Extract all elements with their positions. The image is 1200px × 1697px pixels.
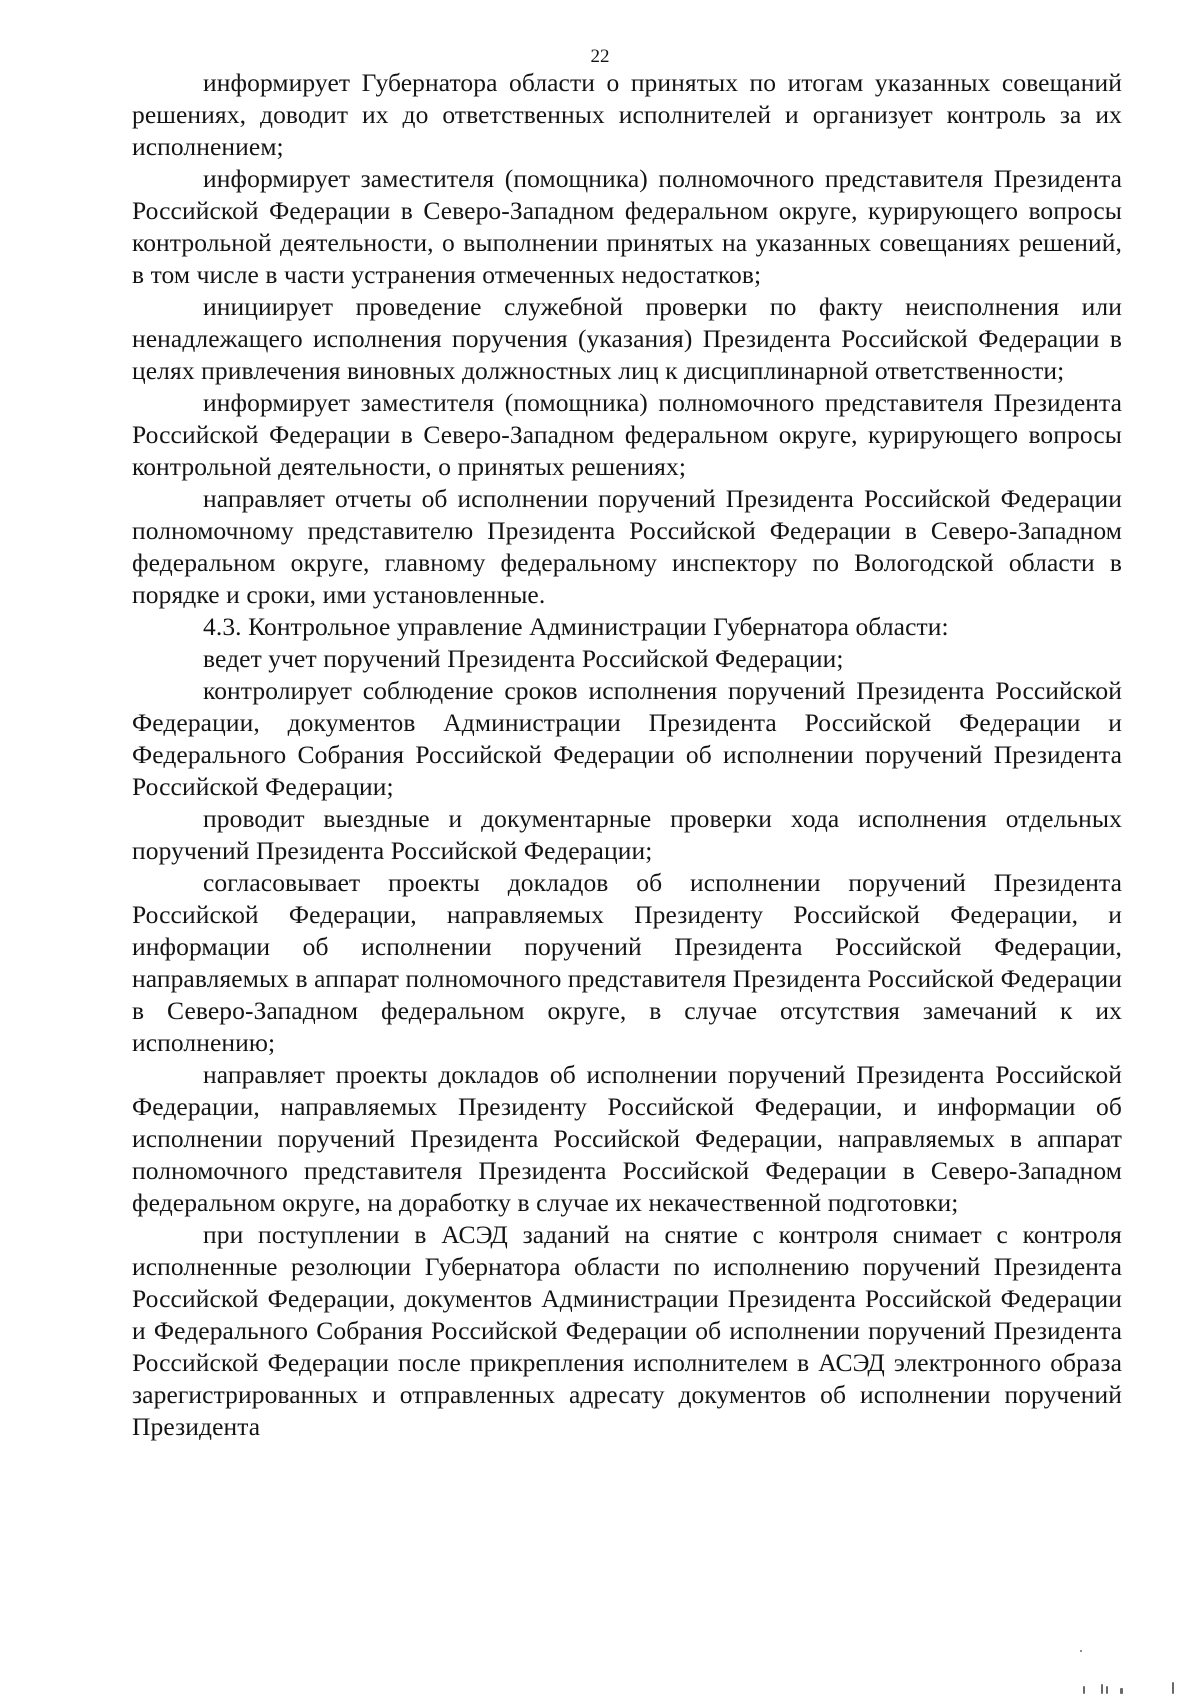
paragraph: контролирует соблюдение сроков исполнения поручений Президента Российской Федерации, документов Администрации Президента Российской Федерации и Федерального Собрания Российской Федерации об исполнении поручений Президента Российской Федерации; xyxy=(132,676,1122,801)
scan-artifact xyxy=(1083,1686,1085,1694)
scan-artifact xyxy=(1172,1682,1174,1694)
paragraph: направляет отчеты об исполнении поручений Президента Российской Федерации полномочному представителю Президента Российской Федерации в Северо-Западном федеральном округе, главному федеральному инспектору по Вологодской области в порядке и сроки, ими установленные. xyxy=(132,484,1122,609)
paragraph: направляет проекты докладов об исполнении поручений Президента Российской Федерации, направляемых Президенту Российской Федерации, и информации об исполнении поручений Президента Российской Федерации, направляемых в аппарат полномочного представителя Президента Российской Федерации в Северо-Западном федеральном округе, на доработку в случае их некачественной подготовки; xyxy=(132,1060,1122,1217)
paragraph: информирует заместителя (помощника) полномочного представителя Президента Российской Федерации в Северо-Западном федеральном округе, курирующего вопросы контрольной деятельности, о выполнении принятых на указанных совещаниях решений, в том числе в части устранения отмеченных недостатков; xyxy=(132,164,1122,289)
section-heading: 4.3. Контрольное управление Администрации Губернатора области: xyxy=(203,612,949,641)
paragraph: информирует Губернатора области о принятых по итогам указанных совещаний решениях, доводит их до ответственных исполнителей и организует контроль за их исполнением; xyxy=(132,68,1122,161)
paragraph: проводит выездные и документарные проверки хода исполнения отдельных поручений Президента Российской Федерации; xyxy=(132,804,1122,865)
scan-artifact xyxy=(1106,1686,1108,1694)
paragraph: информирует заместителя (помощника) полномочного представителя Президента Российской Федерации в Северо-Западном федеральном округе, курирующего вопросы контрольной деятельности, о принятых решениях; xyxy=(132,388,1122,481)
scan-artifact xyxy=(1080,1650,1082,1652)
document-body xyxy=(132,67,1122,1443)
paragraph: согласовывает проекты докладов об исполнении поручений Президента Российской Федерации, направляемых Президенту Российской Федерации, и информации об исполнении поручений Президента Российской Федерации, направляемых в аппарат полномочного представителя Президента Российской Федерации в Северо-Западном федеральном округе, в случае отсутствия замечаний к их исполнению; xyxy=(132,868,1122,1057)
paragraph: при поступлении в АСЭД заданий на снятие с контроля снимает с контроля исполненные резолюции Губернатора области по исполнению поручений Президента Российской Федерации, документов Администрации Президента Российской Федерации и Федерального Собрания Российской Федерации об исполнении поручений Президента Российской Федерации после прикрепления исполнителем в АСЭД электронного образа зарегистрированных и отправленных адресату документов об исполнении поручений Президента xyxy=(132,1220,1122,1441)
scan-artifact xyxy=(1120,1688,1123,1694)
paragraph: инициирует проведение служебной проверки по факту неисполнения или ненадлежащего исполнения поручения (указания) Президента Российской Федерации в целях привлечения виновных должностных лиц к дисциплинарной ответственности; xyxy=(132,292,1122,385)
paragraph: ведет учет поручений Президента Российской Федерации; xyxy=(203,644,844,673)
page-number: 22 xyxy=(590,46,610,67)
scan-artifact xyxy=(1101,1684,1103,1694)
